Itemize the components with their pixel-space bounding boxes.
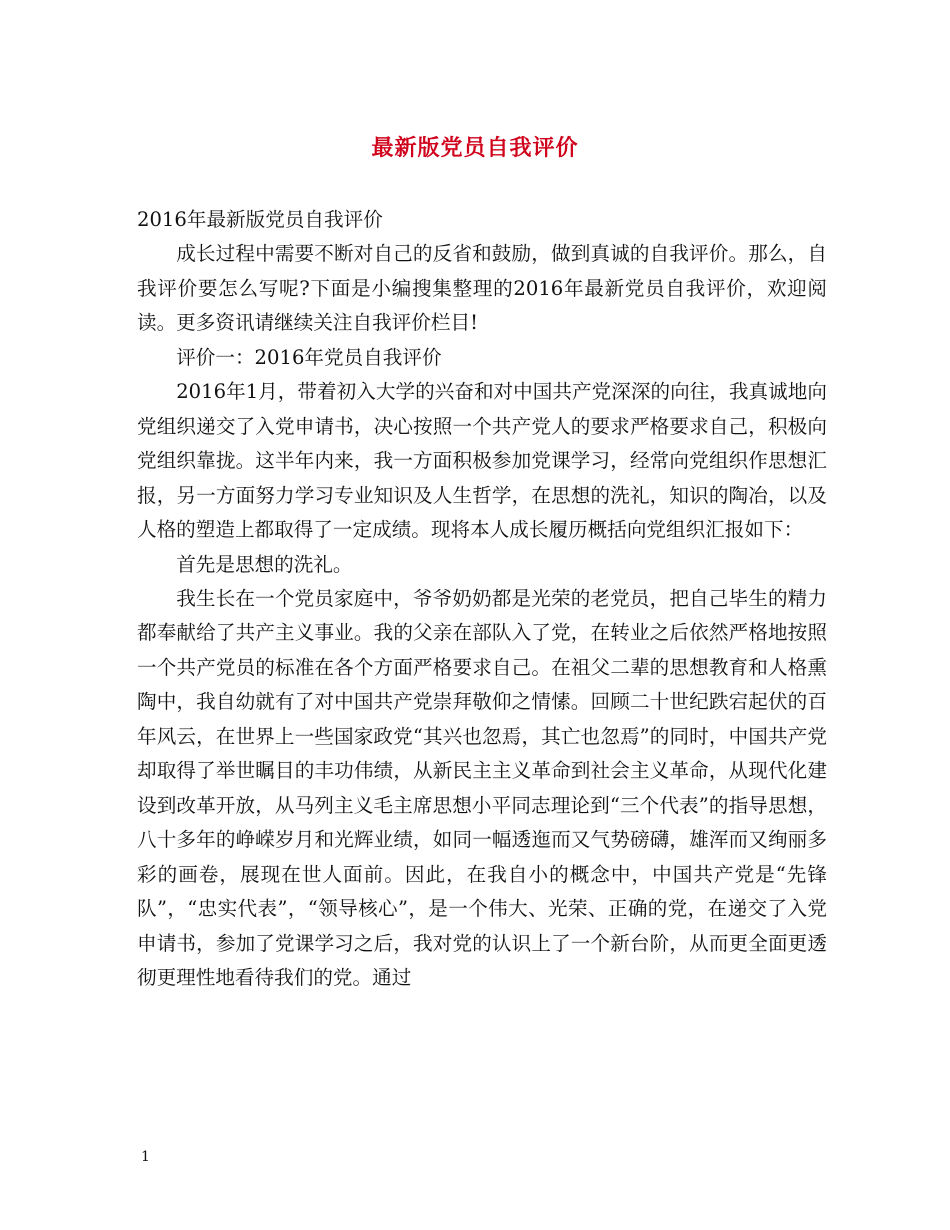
page-number: 1 [141,1149,150,1165]
section-heading: 评价一：2016年党员自我评价 [176,345,442,369]
body-paragraph: 2016年1月，带着初入大学的兴奋和对中国共产党深深的向往，我真诚地向党组织递交了入党申请书，决心按照一个共产党人的要求严格要求自己，积极向党组织靠拢。这半年内来，我一方面积极参加党课学习，经常向党组织作思想汇报，另一方面努力学习专业知识及人生哲学，在思想的洗礼，知识的陶冶，以及人格的塑造上都取得了一定成绩。现将本人成长履历概括向党组织汇报如下： [137,380,827,542]
document-body [137,203,827,995]
body-paragraph: 我生长在一个党员家庭中，爷爷奶奶都是光荣的老党员，把自己毕生的精力都奉献给了共产主义事业。我的父亲在部队入了党，在转业之后依然严格地按照一个共产党员的标准在各个方面严格要求自己。在祖父二辈的思想教育和人格熏陶中，我自幼就有了对中国共产党崇拜敬仰之情愫。回顾二十世纪跌宕起伏的百年风云，在世界上一些国家政党“其兴也忽焉，其亡也忽焉”的同时，中国共产党却取得了举世瞩目的丰功伟绩，从新民主主义革命到社会主义革命，从现代化建设到改革开放，从马列主义毛主席思想小平同志理论到“三个代表”的指导思想，八十多年的峥嵘岁月和光辉业绩，如同一幅透迤而又气势磅礴，雄浑而又绚丽多彩的画卷，展现在世人面前。因此，在我自小的概念中，中国共产党是“先锋队”，“忠实代表”，“领导核心”，是一个伟大、光荣、正确的党，在递交了入党申请书，参加了党课学习之后，我对党的认识上了一个新台阶，从而更全面更透彻更理性地看待我们的党。通过 [137,586,827,989]
body-paragraph: 首先是思想的洗礼。 [176,552,353,576]
subtitle-paragraph: 2016年最新版党员自我评价 [137,208,383,231]
intro-paragraph: 成长过程中需要不断对自己的反省和鼓励，做到真诚的自我评价。那么，自我评价要怎么写呢?下面是小编搜集整理的2016年最新党员自我评价，欢迎阅读。更多资讯请继续关注自我评价栏目! [137,242,827,335]
document-title: 最新版党员自我评价 [371,135,579,161]
